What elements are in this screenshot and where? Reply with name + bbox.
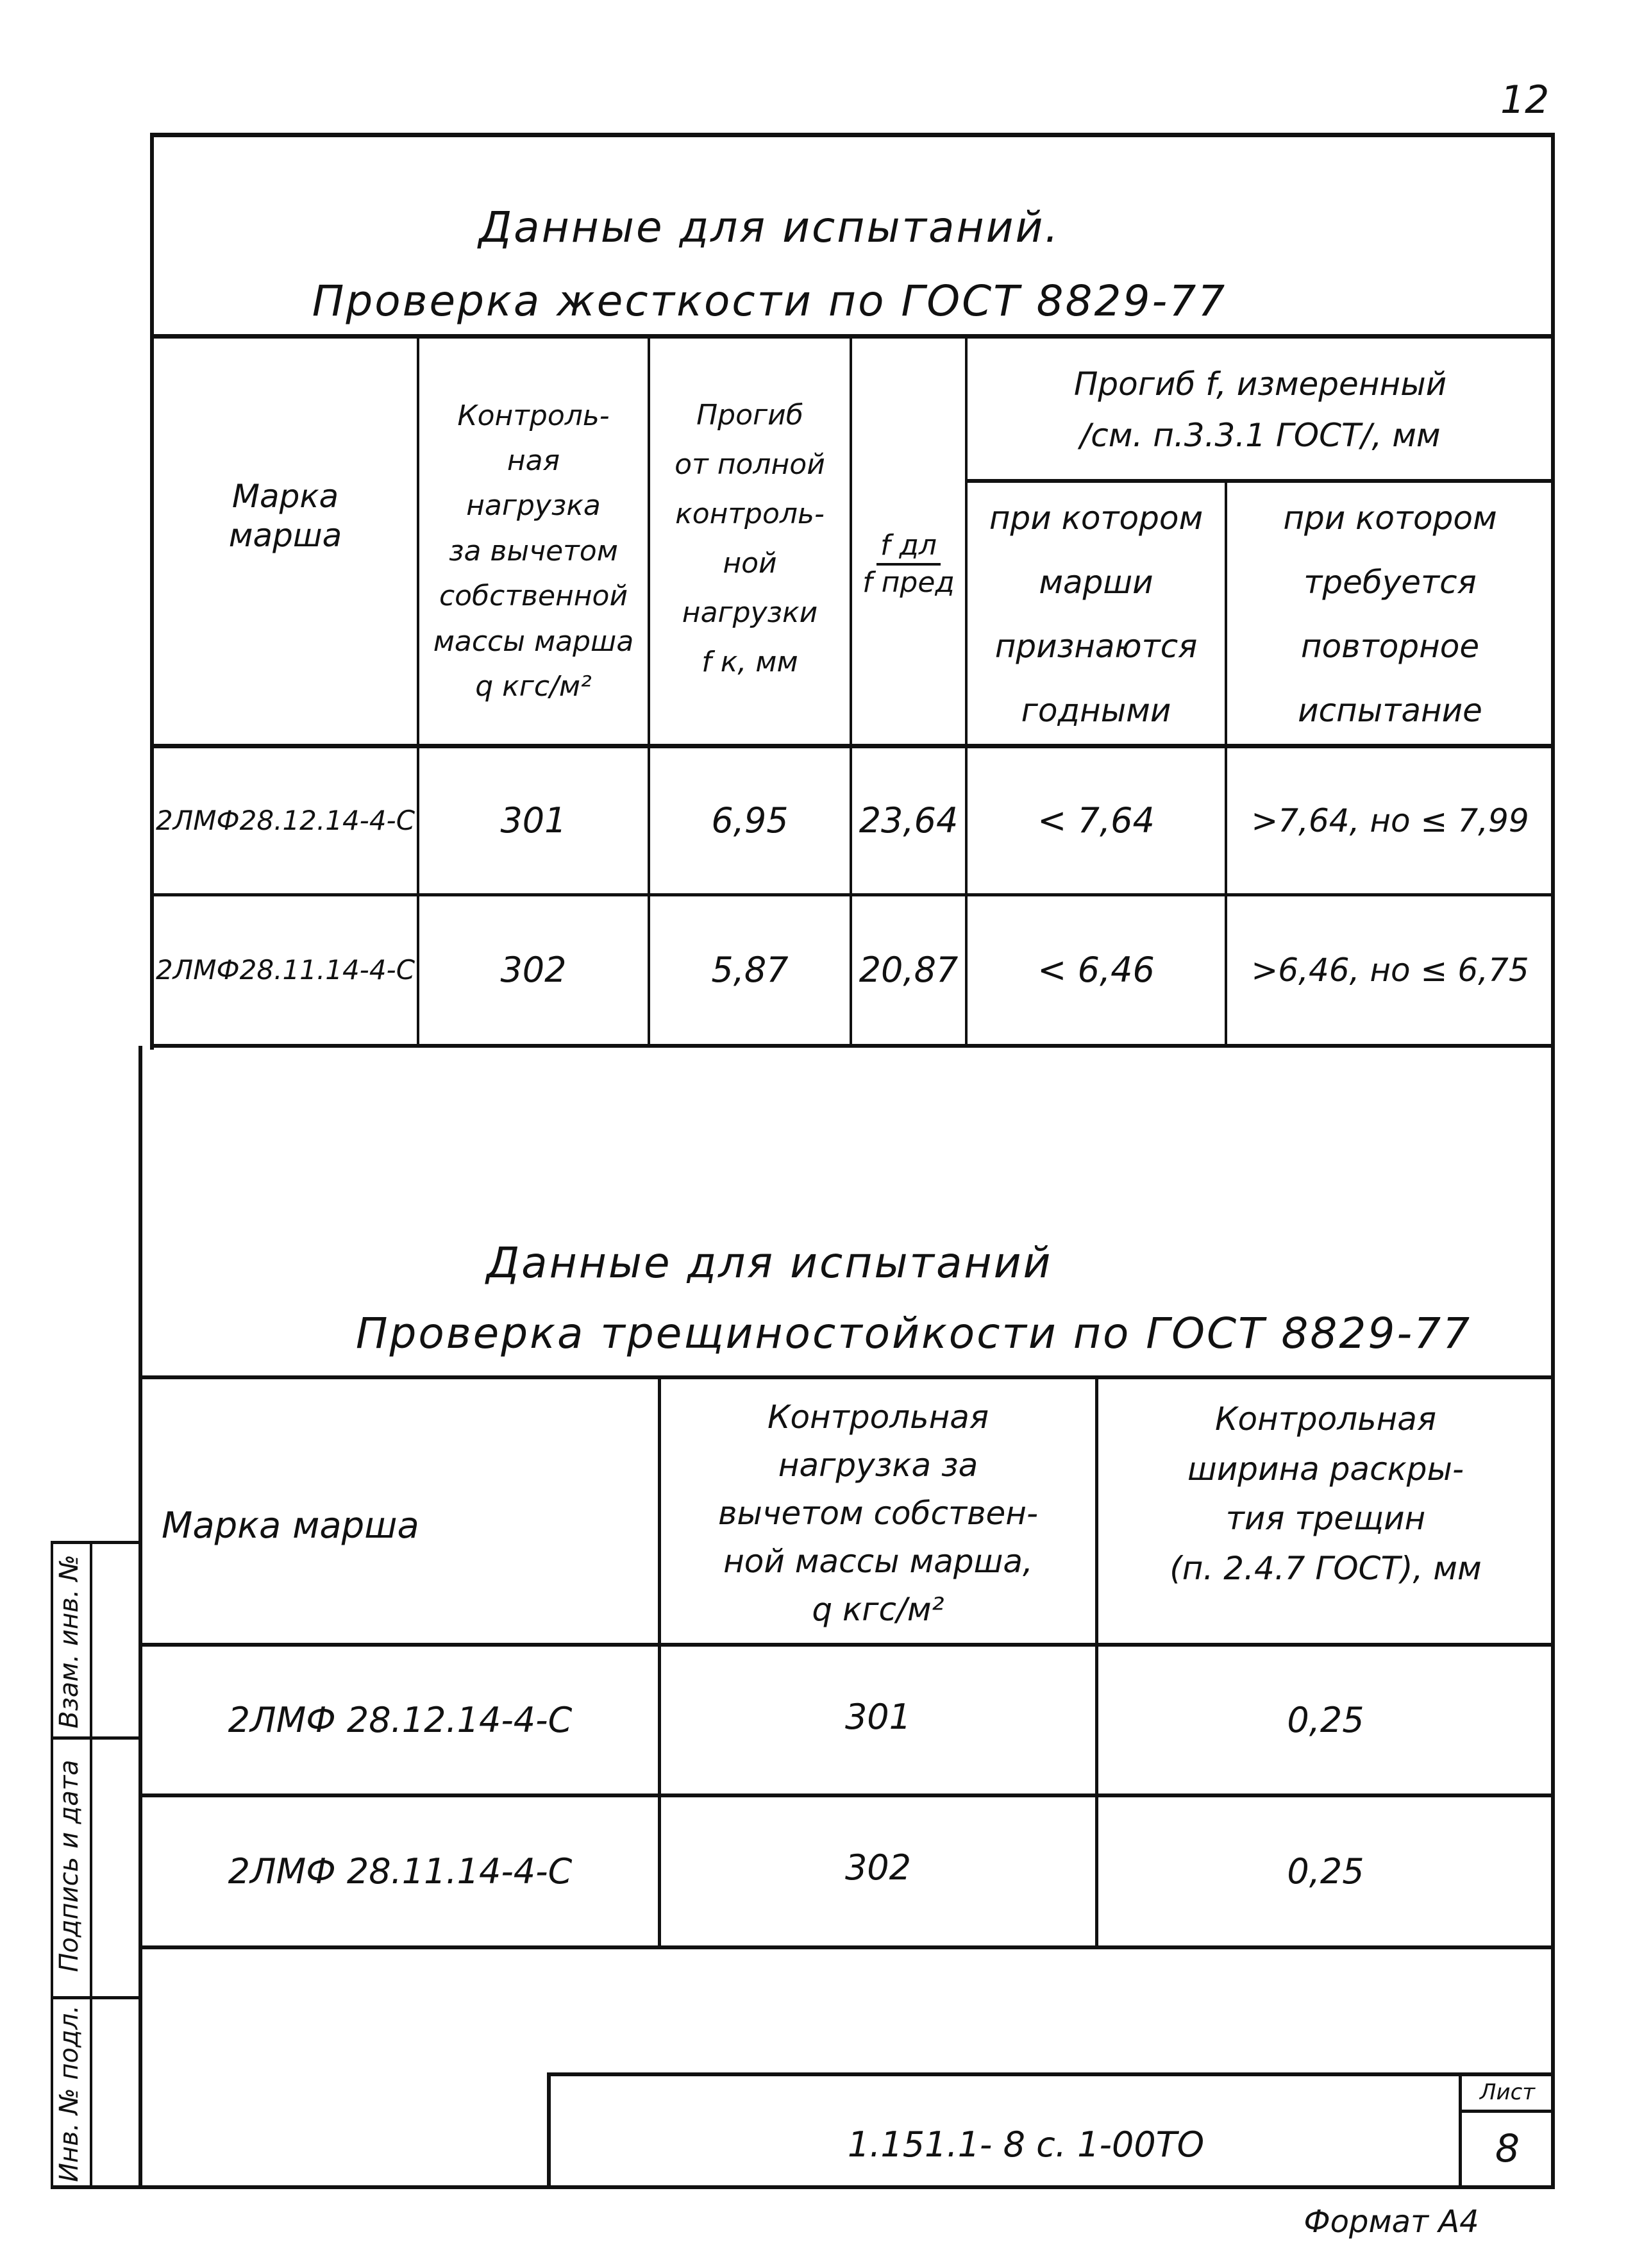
stamp-replacement-inv: Взам. инв. №	[55, 1554, 84, 1729]
t1-hd: нагрузки	[682, 596, 818, 629]
t2-row2-crack: 0,25	[1287, 1851, 1364, 1892]
t1-header-mark-l1: Марка	[231, 478, 339, 515]
t1-row1-retest: >7,64, но ≤ 7,99	[1251, 802, 1529, 839]
strip-left	[51, 1541, 53, 2188]
t1-hl: собственной	[439, 580, 628, 613]
t1-ha: признаются	[994, 627, 1198, 665]
t1-header-mark-l2: марша	[228, 517, 342, 554]
t1-hd: ной	[723, 547, 777, 580]
stamp-original-inv: Инв. № подл.	[55, 2005, 84, 2182]
ratio-numerator: f дл	[876, 528, 941, 566]
t1-hd: контроль-	[675, 498, 825, 530]
t2-hc: тия трещин	[1225, 1500, 1426, 1537]
t1-hl: Контроль-	[457, 399, 610, 432]
t1-row2-ratio: 20,87	[859, 950, 959, 991]
t2-header-mark: Марка марша	[162, 1504, 419, 1547]
t1-hr: испытание	[1298, 691, 1482, 729]
t2-row2-load: 302	[844, 1847, 912, 1888]
t1-row2-load: 302	[500, 950, 567, 991]
t1-hd: f к, мм	[701, 646, 798, 678]
t2-hl: q кгс/м²	[812, 1590, 944, 1628]
t1-hr: требуется	[1304, 563, 1477, 601]
t1-ha: марши	[1039, 563, 1153, 601]
ratio-denominator: f пред	[862, 566, 955, 599]
t1-header-deflection	[650, 359, 850, 718]
t1-ha: при котором	[989, 499, 1203, 537]
table1-bottom	[151, 1044, 1554, 1048]
t1-header-ratio	[852, 487, 965, 641]
format-label: Формат А4	[1304, 2203, 1479, 2240]
t1-hl: за вычетом	[449, 534, 618, 567]
table2-top	[140, 1375, 1554, 1379]
t2-hl: нагрузка за	[778, 1446, 978, 1484]
table1-top	[151, 334, 1554, 339]
title-block-left	[547, 2072, 551, 2188]
t1-hm: Прогиб f, измеренный	[1073, 365, 1447, 403]
t1-row1-load: 301	[500, 800, 567, 841]
frame-top	[151, 133, 1554, 137]
section1-title-line1: Данные для испытаний.	[478, 202, 1061, 252]
t1-hm: /см. п.3.3.1 ГОСТ/, мм	[1080, 416, 1441, 454]
t1-hl: массы марша	[433, 625, 634, 658]
table1-subheader-line	[966, 479, 1553, 483]
t2-hl: вычетом собствен-	[717, 1494, 1039, 1532]
t1-row1-ratio: 23,64	[859, 800, 959, 841]
t1-header-mark	[154, 436, 417, 596]
t1-hl: нагрузка	[466, 489, 601, 523]
sheet-number: 8	[1495, 2126, 1520, 2171]
t2-hl: ной массы марша,	[723, 1542, 1033, 1580]
frame-bottom	[51, 2185, 1555, 2189]
page-mark: 12	[1500, 78, 1550, 122]
t1-ha: годными	[1021, 691, 1171, 729]
t1-row1-accepted: < 7,64	[1037, 800, 1155, 841]
section2-title-line2: Проверка трещиностойкости по ГОСТ 8829-77	[355, 1308, 1472, 1358]
t2-hc: (п. 2.4.7 ГОСТ), мм	[1170, 1549, 1482, 1587]
t1-header-retest	[1227, 484, 1553, 744]
document-designation: 1.151.1- 8 с. 1-00ТО	[847, 2124, 1205, 2165]
t1-hd: Прогиб	[696, 399, 803, 432]
strip-divider	[90, 1541, 92, 2188]
sheet-label: Лист	[1479, 2079, 1536, 2106]
t1-row2-deflection: 5,87	[711, 950, 789, 991]
t2-row1-crack: 0,25	[1287, 1699, 1364, 1740]
t2-row2-mark: 2ЛМФ 28.11.14-4-С	[228, 1851, 573, 1892]
t2-header-load	[661, 1385, 1095, 1642]
t2-header-crack	[1098, 1385, 1553, 1603]
t1-hr: повторное	[1300, 627, 1480, 665]
t1-header-load	[419, 359, 648, 744]
t2-hl: Контрольная	[767, 1398, 989, 1436]
section1-title-line2: Проверка жесткости по ГОСТ 8829-77	[312, 276, 1227, 326]
stamp-signature-date: Подпись и дата	[55, 1760, 84, 1972]
t2-row1-mark: 2ЛМФ 28.12.14-4-С	[228, 1699, 573, 1740]
strip-top	[51, 1541, 140, 1544]
t1-row1-deflection: 6,95	[711, 800, 789, 841]
t1-row1-mark: 2ЛМФ28.12.14-4-С	[155, 805, 415, 837]
t2-hc: ширина раскры-	[1187, 1450, 1464, 1488]
t1-row2-accepted: < 6,46	[1037, 950, 1155, 991]
frame-left-lower	[138, 1046, 142, 2188]
table1-header-bottom	[151, 744, 1554, 748]
t2-hc: Контрольная	[1214, 1400, 1437, 1438]
t1-row2-mark: 2ЛМФ28.11.14-4-С	[155, 954, 415, 986]
title-block-top	[547, 2072, 1553, 2076]
t1-hr: при котором	[1283, 499, 1497, 537]
t1-header-accepted	[968, 484, 1225, 744]
t1-row2-retest: >6,46, но ≤ 6,75	[1251, 951, 1529, 989]
t1-hl: q кгс/м²	[475, 669, 592, 703]
section2-title-line1: Данные для испытаний	[486, 1238, 1053, 1288]
t2-row1-load: 301	[844, 1697, 912, 1738]
t1-hd: от полной	[675, 448, 825, 481]
t1-hl: ная	[507, 444, 560, 478]
table2-bottom	[140, 1945, 1554, 1949]
t1-header-measured	[968, 340, 1553, 479]
